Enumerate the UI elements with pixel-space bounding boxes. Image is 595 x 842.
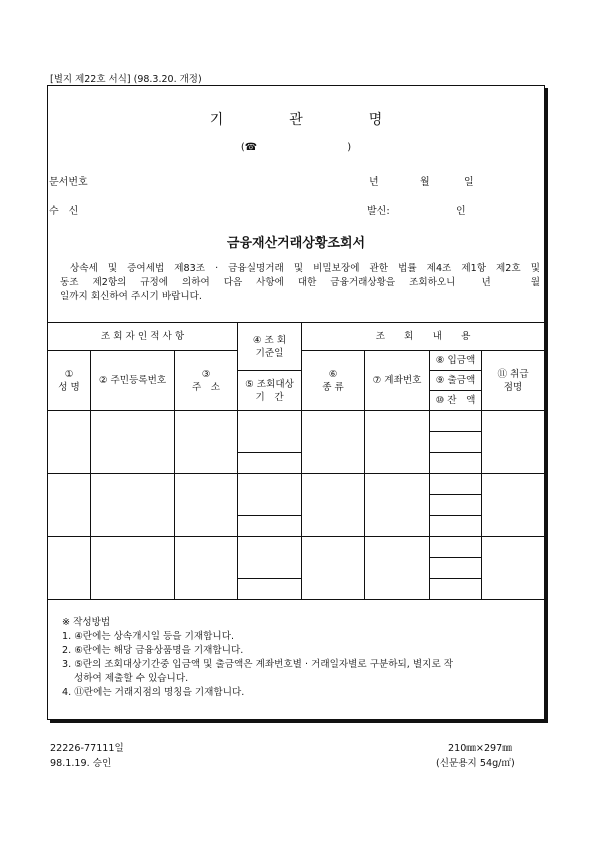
- cell-name[interactable]: [48, 411, 91, 474]
- cell-name[interactable]: [48, 537, 91, 600]
- cell-account-number[interactable]: [365, 537, 430, 600]
- title-char: 관: [289, 112, 303, 128]
- cell-withdrawal[interactable]: [430, 432, 482, 453]
- inquiry-table: [47, 322, 545, 600]
- phone-open: (☎: [240, 142, 258, 153]
- header-balance: ⑩ 잔 액: [430, 391, 482, 411]
- paper-size: 210㎜×297㎜: [448, 743, 512, 754]
- cell-deposit[interactable]: [430, 474, 482, 495]
- date-month: 월: [420, 177, 430, 188]
- cell-balance[interactable]: [430, 579, 482, 600]
- header-period: ⑤ 조회대상 기 간: [238, 371, 302, 411]
- form-frame: [47, 85, 545, 720]
- cell-resident-number[interactable]: [91, 537, 175, 600]
- cell-deposit[interactable]: [430, 537, 482, 558]
- paragraph-line: 상속세 및 증여세법 제83조 · 금융실명거래 및 비밀보장에 관한 법률 제4조 제1항 제2호 및: [70, 263, 540, 274]
- cell-address[interactable]: [175, 537, 238, 600]
- instruction-item: 성하여 제출할 수 있습니다.: [74, 673, 189, 684]
- cell-period[interactable]: [238, 579, 302, 600]
- cell-resident-number[interactable]: [91, 411, 175, 474]
- cell-balance[interactable]: [430, 453, 482, 474]
- header-resident-number: ② 주민등록번호: [91, 351, 175, 411]
- header-address: ③ 주 소: [175, 351, 238, 411]
- cell-address[interactable]: [175, 411, 238, 474]
- phone-line: [48, 142, 544, 153]
- date-day: 일: [464, 177, 474, 188]
- instruction-item: 3. ⑤란의 조회대상기간중 입금액 및 출금액은 계좌번호별 · 거래일자별로 구분하되, 별지로 작: [62, 659, 454, 670]
- header-deposit: ⑧ 입금액: [430, 351, 482, 371]
- header-inquiry-content: 조 회 내 용: [302, 323, 545, 351]
- cell-product-type[interactable]: [302, 537, 365, 600]
- cell-resident-number[interactable]: [91, 474, 175, 537]
- request-paragraph: [60, 262, 540, 304]
- paragraph-line: 동조 제2항의 규정에 의하여 다음 사항에 대한 금융거래상황을 조회하오니 년 월: [60, 277, 540, 288]
- cell-product-type[interactable]: [302, 474, 365, 537]
- header-product-type: ⑥ 종 류: [302, 351, 365, 411]
- title-char: 명: [368, 112, 383, 128]
- instruction-item: 4. ⑪란에는 거래지점의 명칭을 기재합니다.: [62, 687, 245, 698]
- header-name: ① 성 명: [48, 351, 91, 411]
- cell-branch[interactable]: [482, 474, 545, 537]
- header-reference-date: ④ 조 회 기준일: [238, 323, 302, 371]
- date-year: 년: [369, 177, 379, 188]
- header-branch: ⑪ 취급 점명: [482, 351, 545, 411]
- header-account-number: ⑦ 계좌번호: [365, 351, 430, 411]
- instructions-heading: ※ 작성방법: [62, 617, 111, 628]
- document-subtitle: 금융재산거래상황조회서: [226, 236, 366, 251]
- doc-number-label: 문서번호: [49, 177, 88, 188]
- cell-account-number[interactable]: [365, 474, 430, 537]
- cell-reference-date[interactable]: [238, 411, 302, 453]
- cell-deposit[interactable]: [430, 411, 482, 432]
- instructions: [62, 616, 540, 700]
- cell-withdrawal[interactable]: [430, 495, 482, 516]
- cell-account-number[interactable]: [365, 411, 430, 474]
- institution-title: [48, 109, 544, 129]
- paragraph-line: 일까지 회신하여 주시기 바랍니다.: [60, 291, 202, 302]
- cell-period[interactable]: [238, 453, 302, 474]
- title-char: 기: [209, 112, 224, 128]
- paper-type: (신문용지 54g/㎡): [436, 758, 515, 769]
- cell-period[interactable]: [238, 516, 302, 537]
- cell-product-type[interactable]: [302, 411, 365, 474]
- form-code: 22226-77111일: [50, 743, 124, 754]
- cell-branch[interactable]: [482, 537, 545, 600]
- cell-address[interactable]: [175, 474, 238, 537]
- cell-branch[interactable]: [482, 411, 545, 474]
- cell-name[interactable]: [48, 474, 91, 537]
- recipient-label: 수 신: [49, 206, 79, 217]
- sender-label: 발신:: [367, 206, 390, 217]
- form-label: [별지 제22호 서식] (98.3.20. 개정): [50, 74, 202, 85]
- header-person-info: 조 회 자 인 적 사 항: [48, 323, 238, 351]
- header-withdrawal: ⑨ 출금액: [430, 371, 482, 391]
- instruction-item: 2. ⑥란에는 해당 금융상품명을 기재합니다.: [62, 645, 244, 656]
- cell-withdrawal[interactable]: [430, 558, 482, 579]
- cell-balance[interactable]: [430, 516, 482, 537]
- sender-seal: 인: [456, 206, 466, 217]
- instruction-item: 1. ④란에는 상속개시일 등을 기재합니다.: [62, 631, 235, 642]
- phone-close: ): [347, 142, 352, 153]
- cell-reference-date[interactable]: [238, 474, 302, 516]
- cell-reference-date[interactable]: [238, 537, 302, 579]
- approval-date: 98.1.19. 승인: [50, 758, 112, 769]
